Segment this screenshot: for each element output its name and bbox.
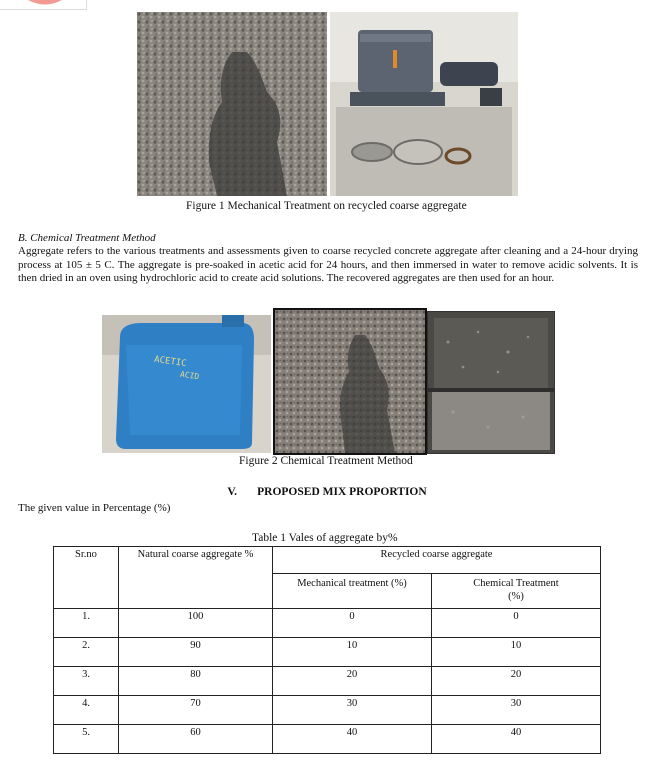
figure2-caption: Figure 2 Chemical Treatment Method xyxy=(239,455,413,467)
cell-mech: 0 xyxy=(273,609,432,638)
can-label-acetic: ACETIC xyxy=(153,354,188,370)
header-logo xyxy=(0,0,87,10)
table-row xyxy=(54,667,601,696)
cell-chem: 0 xyxy=(432,609,601,638)
figure1-caption: Figure 1 Mechanical Treatment on recycled coarse aggregate xyxy=(186,200,467,212)
section-v-heading: V. PROPOSED MIX PROPORTION xyxy=(227,486,427,498)
cell-chem: 40 xyxy=(432,725,601,754)
cell-natural: 70 xyxy=(119,696,273,725)
table-row xyxy=(54,696,601,725)
header-natural: Natural coarse aggregate % xyxy=(119,547,273,609)
cell-sr: 3. xyxy=(54,667,119,696)
cell-chem: 10 xyxy=(432,638,601,667)
cell-mech: 30 xyxy=(273,696,432,725)
table1 xyxy=(53,546,601,754)
table1-title: Table 1 Vales of aggregate by% xyxy=(252,532,398,544)
cell-natural: 60 xyxy=(119,725,273,754)
header-recycled: Recycled coarse aggregate xyxy=(273,547,601,574)
cell-chem: 20 xyxy=(432,667,601,696)
cell-mech: 40 xyxy=(273,725,432,754)
section-b-heading: B. Chemical Treatment Method xyxy=(18,232,156,244)
figure1-machine-photo xyxy=(330,12,518,196)
header-chem-line2: (%) xyxy=(508,591,524,602)
section-b-paragraph: Aggregate refers to the various treatments and assessments given to coarse recycled concrete aggregate after cleaning and a 24-hour drying process at 105 ± 5 C. The aggregate is pre-soaked in acetic acid for 24 hours, and then immersed in water to remove acidic solvents. It is then dried in an oven using hydrochloric acid to create acid solutions. The recovered aggregates are then used for an hour. xyxy=(18,245,638,285)
can-label-acid: ACID xyxy=(179,369,200,382)
cell-mech: 10 xyxy=(273,638,432,667)
cell-chem: 30 xyxy=(432,696,601,725)
cell-natural: 100 xyxy=(119,609,273,638)
cell-mech: 20 xyxy=(273,667,432,696)
cell-natural: 90 xyxy=(119,638,273,667)
given-value-text: The given value in Percentage (%) xyxy=(18,502,171,514)
figure2-tray-photo xyxy=(427,311,555,454)
cell-sr: 1. xyxy=(54,609,119,638)
table-row xyxy=(54,638,601,667)
cell-sr: 5. xyxy=(54,725,119,754)
figure2-acid-can-photo xyxy=(102,315,271,453)
table-row xyxy=(54,609,601,638)
cell-natural: 80 xyxy=(119,667,273,696)
figure2-gravel-photo xyxy=(273,308,427,455)
header-chem-line1: Chemical Treatment xyxy=(473,578,559,589)
figure1-gravel-photo xyxy=(137,12,327,196)
header-srno: Sr.no xyxy=(54,547,119,609)
cell-sr: 2. xyxy=(54,638,119,667)
cell-sr: 4. xyxy=(54,696,119,725)
header-mech: Mechanical treatment (%) xyxy=(273,574,432,609)
table-row xyxy=(54,725,601,754)
header-chem xyxy=(432,574,601,609)
